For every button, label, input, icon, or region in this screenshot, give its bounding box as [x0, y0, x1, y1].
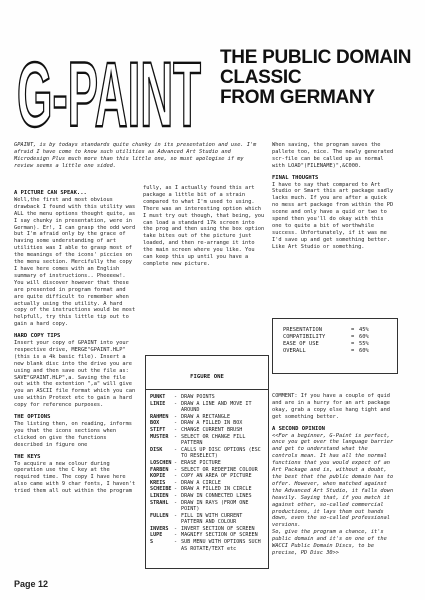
- figure-row: [150, 447, 266, 460]
- figure-separator: -: [174, 479, 178, 486]
- body-paragraph: The listing then, on reading, informs you that the icons sections when clicked on give the functions described in figure one: [14, 421, 132, 448]
- rating-separator: =: [351, 341, 355, 347]
- headline-line-2: CLASSIC: [220, 67, 302, 88]
- rating-value: 60%: [359, 348, 369, 354]
- section-heading: HARD COPY TIPS: [14, 333, 61, 340]
- figure-command: KREIS: [150, 479, 166, 486]
- figure-row: [150, 500, 266, 513]
- column-3: [272, 142, 396, 251]
- rating-row: [283, 348, 387, 355]
- figure-command: MUSTER: [150, 433, 169, 440]
- body-paragraph: <<For a beginner, G-Paint is perfect, once you get over the language barrier and get to understand what the controls mean. It has all the normal functions that you would expect of an Art Package and is, without a doubt, the best that the public domain has to offer. However, when matched against the Advanced Art Studio, it falls down heavily. Saying that, if you match it against other, so-called commercial productions, it lays them out hands down, even the so-called professional versions.: [272, 432, 394, 529]
- section-heading: THE KEYS: [14, 453, 41, 460]
- column-2: [143, 185, 267, 268]
- intro-paragraph: GPAINT, is by todays standards quite chunky in its presentation and use. I'm afraid I have come to know such utilities as Advanced Art Studio and Microdesign Plus much more than this little one, so must apologise if my review seems a little one sided.: [14, 142, 257, 169]
- figure-row: [150, 473, 266, 480]
- figure-separator: -: [174, 525, 178, 532]
- figure-command: DISK: [150, 446, 163, 453]
- figure-row: [150, 460, 266, 467]
- figure-row: [150, 401, 266, 414]
- section-heading: THE OPTIONS: [14, 414, 51, 421]
- figure-separator: -: [174, 420, 178, 427]
- figure-description: DRAW IN RAYS (FROM ONE POINT): [181, 499, 249, 513]
- figure-separator: -: [174, 512, 178, 519]
- body-paragraph: So, give the program a chance, it's public domain and it's on one of the WACCI Public Domain Discs, to be precise, PD Disc 30>>: [272, 529, 387, 556]
- section-heading: A SECOND OPINION: [272, 425, 325, 432]
- g-paint-logo: [14, 22, 204, 140]
- figure-command: BOX: [150, 420, 160, 427]
- rating-row: [283, 327, 387, 334]
- figure-description: DRAW A FILLED IN BOX: [181, 420, 243, 427]
- figure-one-box: [145, 355, 269, 569]
- rating-label: OVERALL: [283, 348, 306, 354]
- rating-value: 60%: [359, 334, 369, 340]
- figure-separator: -: [174, 532, 178, 539]
- figure-command: LOSCHEN: [150, 459, 172, 466]
- figure-separator: -: [174, 413, 178, 420]
- figure-command: PUNKT: [150, 394, 166, 400]
- figure-row: [150, 420, 266, 427]
- body-paragraph: When saving, the program saves the pallete too, nice. The newly generated scr-file can be called up as normal with LOAD"(FILENAME)",&C000.: [272, 142, 394, 169]
- figure-description: DRAW POINTS: [181, 394, 215, 400]
- figure-command: RAHMEN: [150, 413, 169, 420]
- figure-description: FILL IN WITH CURRENT PATTERN AND COLOUR: [181, 512, 243, 526]
- figure-row: [150, 513, 266, 526]
- figure-description: SELECT OR REDEFINE COLOUR: [181, 466, 258, 473]
- page-number: Page 12: [14, 579, 49, 589]
- figure-description: CHANGE CURRENT BRUSH: [181, 426, 243, 433]
- rating-row: [283, 334, 387, 341]
- figure-command: LINIE: [150, 400, 166, 407]
- figure-command: STRAHL: [150, 499, 169, 506]
- figure-row: [150, 414, 266, 421]
- rating-value: 55%: [359, 341, 369, 347]
- figure-row: [150, 427, 266, 434]
- rating-separator: =: [351, 348, 355, 354]
- figure-description: INVERT SECTION OF SCREEN: [181, 525, 255, 532]
- figure-description: SUB MENU WITH OPTIONS SUCH AS ROTATE/TEXT etc: [181, 539, 261, 552]
- figure-command: S: [150, 539, 154, 546]
- figure-description: DRAW A LINE AND MOVE IT AROUND: [181, 400, 252, 414]
- figure-separator: -: [174, 486, 178, 493]
- body-paragraph: You will discover however that these are presented in program format and are quite difficult to remember when actually using the utility. A hard copy of the instructions would be most helpfull, try this little tip out to gain a hard copy.: [14, 279, 136, 328]
- figure-command: KOPIE: [150, 473, 166, 480]
- figure-row: [150, 526, 266, 533]
- figure-separator: -: [174, 473, 178, 480]
- figure-separator: -: [174, 459, 178, 466]
- figure-row: [150, 467, 266, 474]
- rating-separator: =: [351, 327, 355, 333]
- figure-description: COPY AN AREA OF PICTURE: [181, 473, 252, 480]
- figure-description: SELECT OR CHANGE FILL PATTERN: [181, 433, 246, 447]
- figure-row: [150, 486, 266, 493]
- figure-separator: -: [174, 539, 178, 546]
- figure-separator: -: [174, 499, 178, 506]
- body-paragraph: COMMENT: If you have a couple of quid and are in a hurry for an art package okay, grab a copy else hang tight and get something better.: [272, 393, 390, 420]
- rating-label: PRESENTATION: [283, 327, 322, 333]
- figure-row: [150, 434, 266, 447]
- body-paragraph: Insert your copy of GPAINT into your respective drive, MERGE"GPAINT.HLP" (this is a 4k basic file). Insert a new blank disc into the drive you are using and then save out the file as: SAVE"GPAINT.HLP",a. Saving the file out with the extention ",a" will give you an ASCII file format which you can use within Protext etc to gain a hard copy for reference purposes.: [14, 340, 136, 409]
- section-heading: FINAL THOUGHTS: [272, 174, 319, 181]
- body-paragraph: I have to say that compared to Art Studio or Smart this art package sadly lacks much. If you are after a quick no mess art package from within the PD scene and only have a quid or two to spend then you'll do okay with this one to quite a bit of worthwhile success. Unfortunately, if it was me I'd save up and get something better. Like Art Studio or something.: [272, 181, 394, 250]
- column-1: [14, 185, 138, 495]
- figure-separator: -: [174, 394, 178, 400]
- figure-description: CALLS UP DISC OPTIONS (ESC TO RESELECT): [181, 446, 261, 460]
- headline: [220, 48, 416, 108]
- logo-text: G-PAINT: [17, 44, 201, 140]
- rating-row: [283, 341, 387, 348]
- figure-separator: -: [174, 400, 178, 407]
- figure-command: INVERS: [150, 525, 169, 532]
- figure-title: FIGURE ONE: [190, 374, 224, 380]
- body-paragraph: To acquire a new colour during operation use the C key at the required time. The copy I have here also came with 9 char fonts, I haven't tried them all out within the program: [14, 460, 136, 495]
- rating-label: COMPATIBILITY: [283, 334, 326, 340]
- body-paragraph: fully, as I actually found this art package a little bit of a strain compared to what I'm used to using. There was an interesting option which I must try out though, that being, you can load a standard 17k screen into the prog and then using the box option take bites out of the picture just loaded, and then re-arrange it into the main screen where you like. You can keep this up until you have a complete new picture.: [143, 185, 265, 267]
- figure-separator: -: [174, 426, 178, 433]
- figure-separator: -: [174, 433, 178, 440]
- figure-separator: -: [174, 492, 178, 499]
- figure-description: ERASE PICTURE: [181, 459, 221, 466]
- figure-row: [150, 532, 266, 539]
- figure-command: LUPE: [150, 532, 163, 539]
- rating-label: EASE OF USE: [283, 341, 319, 347]
- figure-description: DRAW IN CONNECTED LINES: [181, 492, 252, 499]
- figure-description: MAGNIFY SECTION OF SCREEN: [181, 532, 258, 539]
- headline-line-1: THE PUBLIC DOMAIN: [220, 47, 412, 68]
- figure-row: [150, 480, 266, 487]
- figure-command: SCHEIBE: [150, 486, 172, 493]
- figure-rule: [146, 389, 268, 390]
- figure-row: [150, 394, 266, 401]
- figure-command: LINIEN: [150, 492, 169, 499]
- figure-command: FARBEN: [150, 466, 169, 473]
- figure-separator: -: [174, 466, 178, 473]
- ratings-box: [272, 318, 398, 374]
- figure-description: DRAW A CIRCLE: [181, 479, 221, 486]
- figure-command: STIFT: [150, 426, 166, 433]
- column-3-lower: [272, 393, 396, 557]
- figure-row: [150, 493, 266, 500]
- figure-description: DRAW A RECTANGLE: [181, 413, 231, 420]
- figure-separator: -: [174, 446, 178, 453]
- figure-command: FULLEN: [150, 512, 169, 519]
- rating-separator: =: [351, 334, 355, 340]
- section-heading: A PICTURE CAN SPEAK...: [14, 190, 87, 196]
- figure-list: [150, 394, 266, 552]
- rating-value: 45%: [359, 327, 369, 333]
- figure-description: DRAW A FILLED IN CIRCLE: [181, 486, 252, 493]
- body-paragraph: Well,the first and most obvious drawback I found with this utility was ALL the menu options thought quite, as I say chunky in presentation, were in German). Er!, I can grasp the odd word but I'm afraid only by the grace of having some understanding of art utilities was I able to grasp most of the meanings of the icons' piccies on the menu section. Mercifully the copy I have here comes with an English summary of instructions.. Pheeeew!.: [14, 196, 136, 279]
- headline-line-3: FROM GERMANY: [220, 87, 375, 108]
- figure-row: [150, 539, 266, 552]
